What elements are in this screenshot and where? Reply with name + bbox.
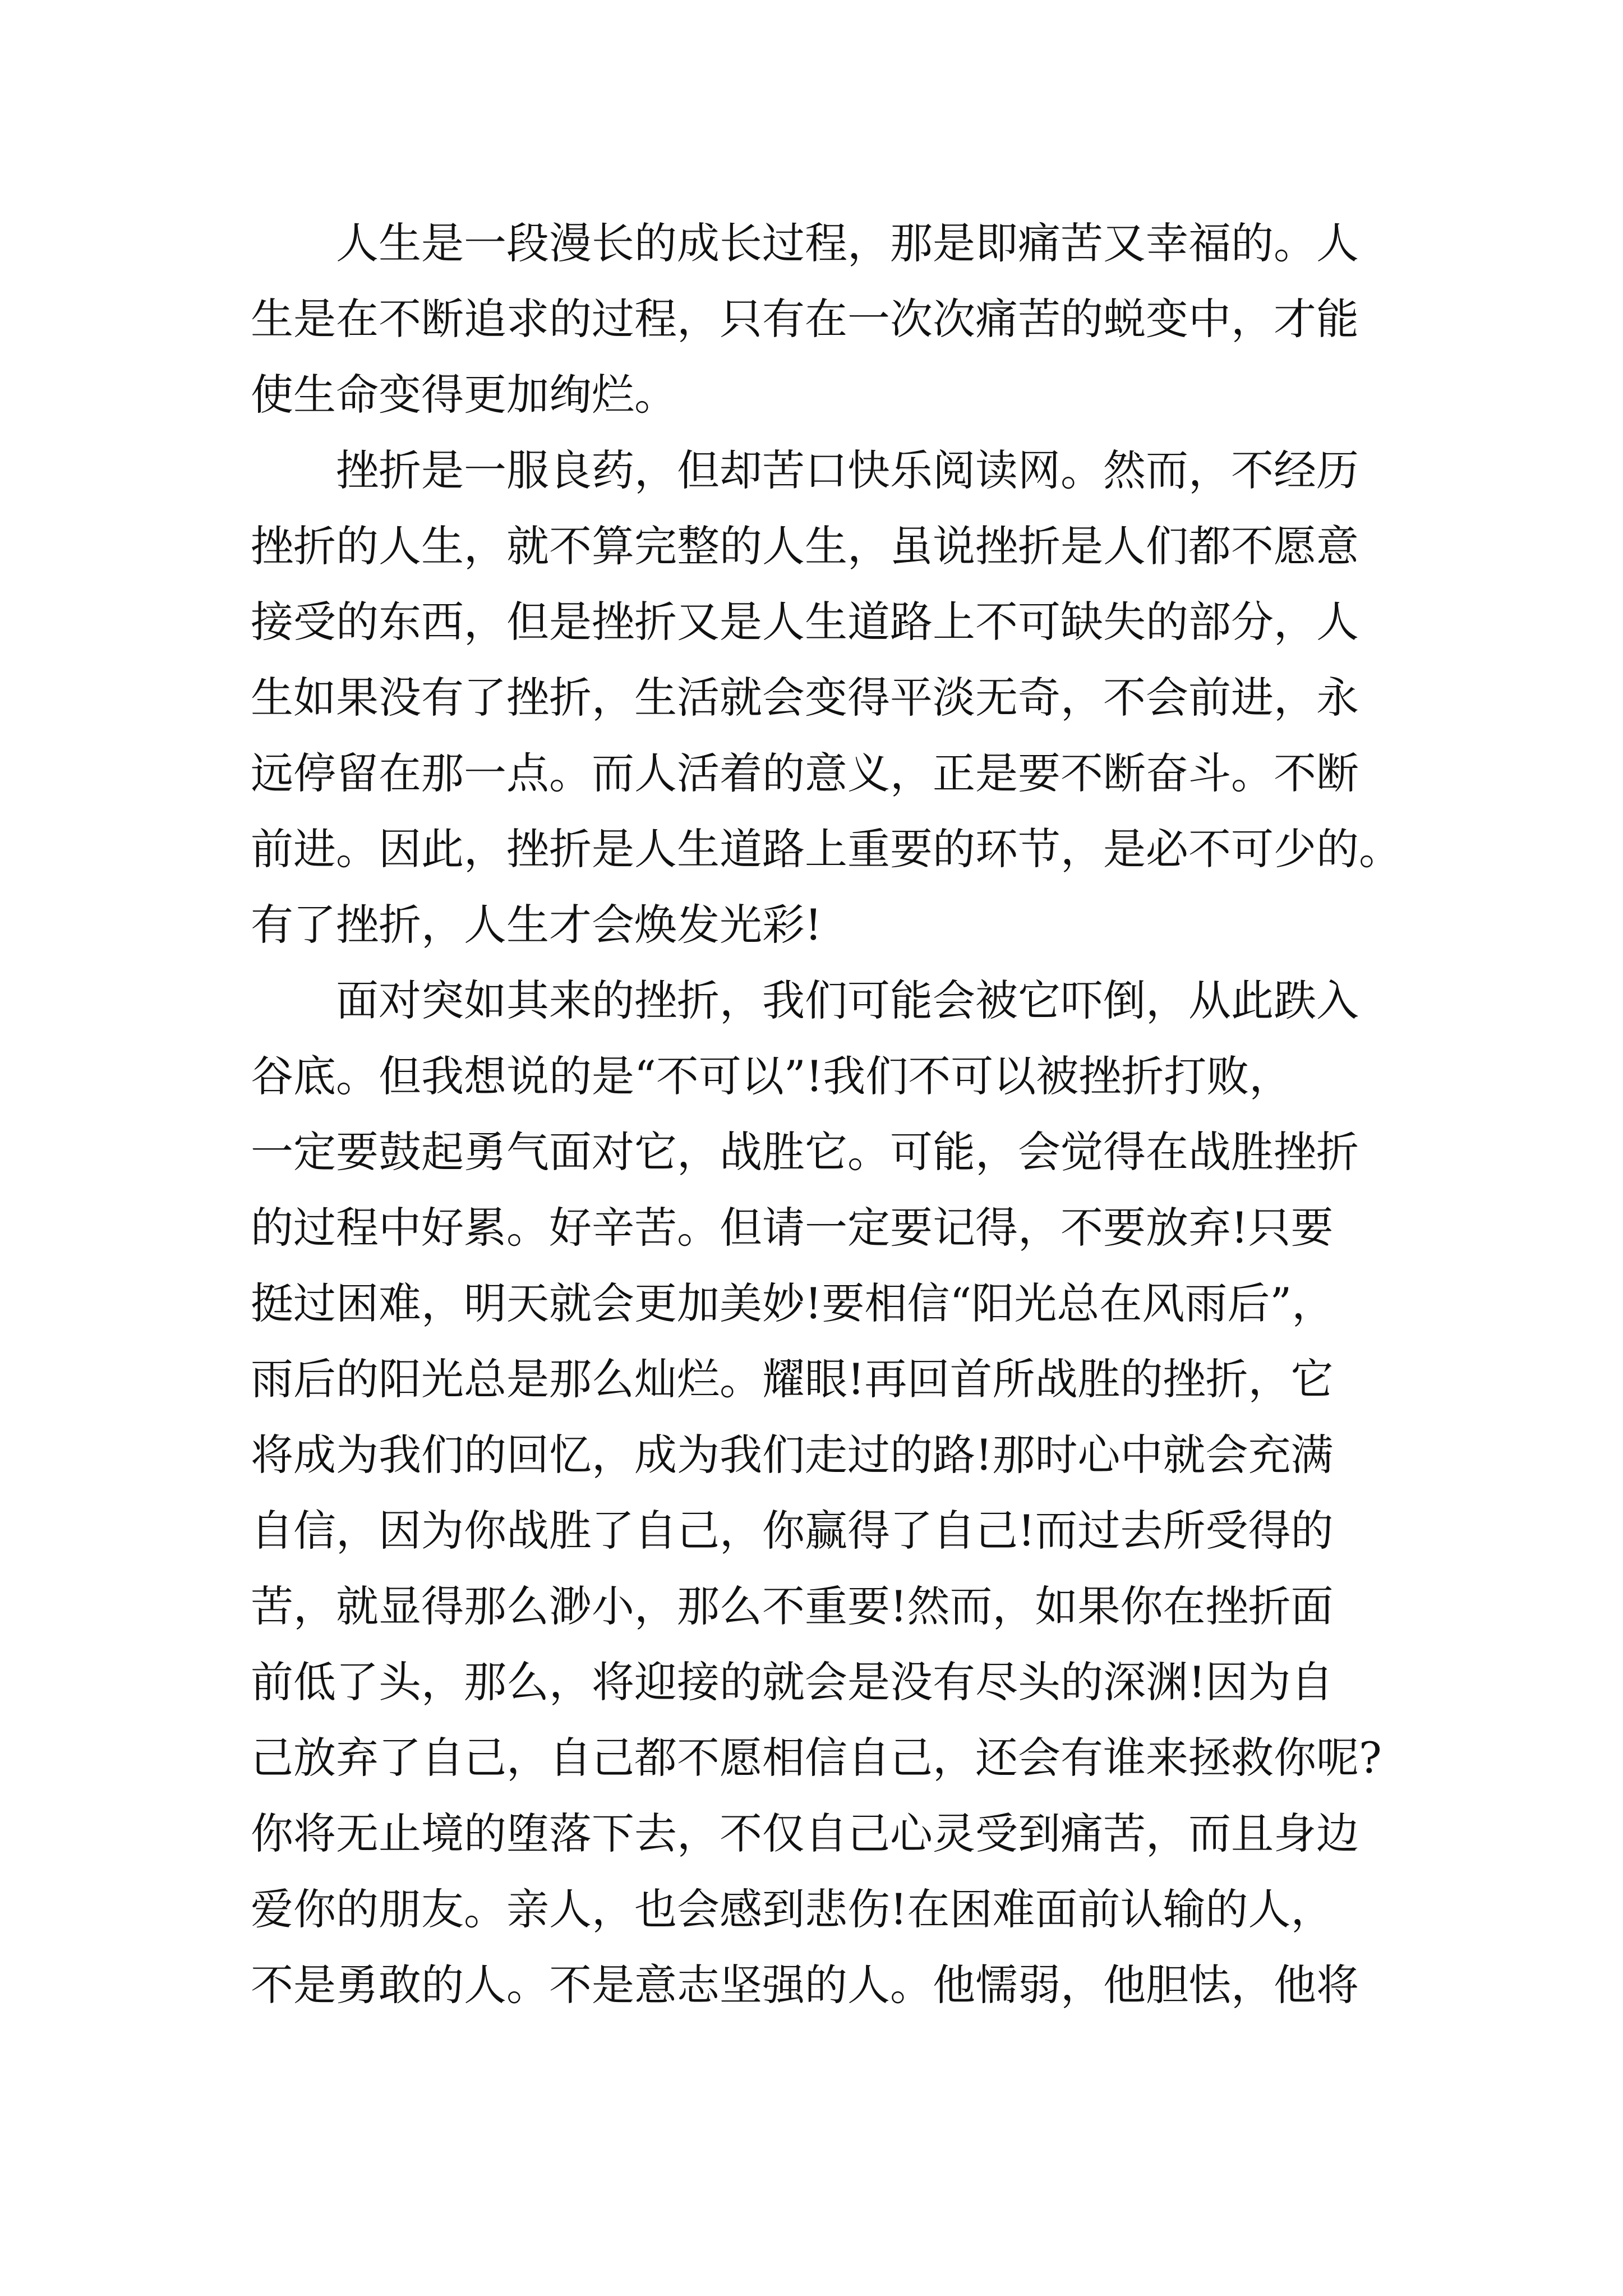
text-line: 有了挫折，人生才会焕发光彩!: [251, 900, 822, 950]
text-line: 的过程中好累。好辛苦。但请一定要记得，不要放弃!只要: [251, 1203, 1334, 1253]
text-line: 前进。因此，挫折是人生道路上重要的环节，是必不可少的。: [251, 824, 1401, 874]
text-line: 一定要鼓起勇气面对它，战胜它。可能，会觉得在战胜挫折: [251, 1127, 1359, 1177]
text-line: 远停留在那一点。而人活着的意义，正是要不断奋斗。不断: [251, 748, 1359, 798]
text-line: 生是在不断追求的过程，只有在一次次痛苦的蜕变中，才能: [251, 294, 1359, 344]
document-body: [251, 205, 1401, 2023]
text-line: 不是勇敢的人。不是意志坚强的人。他懦弱，他胆怯，他将: [251, 1960, 1359, 2010]
text-line: 自信，因为你战胜了自己，你赢得了自己!而过去所受得的: [251, 1506, 1334, 1556]
text-line: 生如果没有了挫折，生活就会变得平淡无奇，不会前进，永: [251, 673, 1359, 723]
text-line: 使生命变得更加绚烂。: [251, 370, 677, 420]
text-line: 面对突如其来的挫折，我们可能会被它吓倒，从此跌入: [336, 976, 1359, 1025]
text-line: 苦，就显得那么渺小，那么不重要!然而，如果你在挫折面: [251, 1581, 1334, 1631]
text-line: 谷底。但我想说的是“不可以”!我们不可以被挫折打败，: [251, 1051, 1292, 1101]
text-line: 挫折的人生，就不算完整的人生，虽说挫折是人们都不愿意: [251, 521, 1359, 571]
text-line: 挫折是一服良药，但却苦口快乐阅读网。然而，不经历: [336, 445, 1359, 495]
paragraph-3: [251, 963, 1382, 2023]
text-line: 爱你的朋友。亲人，也会感到悲伤!在困难面前认输的人，: [251, 1884, 1334, 1934]
text-line: 将成为我们的回忆，成为我们走过的路!那时心中就会充满: [251, 1430, 1334, 1480]
text-line: 人生是一段漫长的成长过程，那是即痛苦又幸福的。人: [336, 218, 1359, 268]
text-line: 雨后的阳光总是那么灿烂。耀眼!再回首所战胜的挫折，它: [251, 1354, 1334, 1404]
paragraph-2: [251, 432, 1401, 963]
paragraph-1: [251, 205, 1372, 432]
text-line: 己放弃了自己，自己都不愿相信自己，还会有谁来拯救你呢?: [251, 1733, 1382, 1783]
text-line: 你将无止境的堕落下去，不仅自己心灵受到痛苦，而且身边: [251, 1809, 1359, 1858]
text-line: 挺过困难，明天就会更加美妙!要相信“阳光总在风雨后”，: [251, 1278, 1335, 1328]
text-line: 接受的东西，但是挫折又是人生道路上不可缺失的部分，人: [251, 597, 1359, 647]
text-line: 前低了头，那么，将迎接的就会是没有尽头的深渊!因为自: [251, 1657, 1334, 1707]
